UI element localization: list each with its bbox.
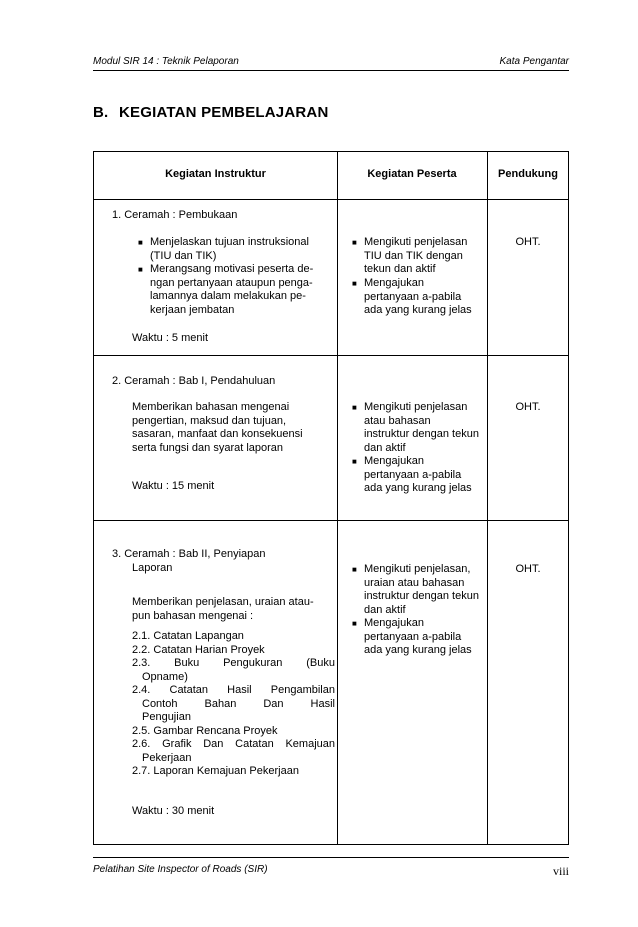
header-section-title: Kata Pengantar bbox=[499, 56, 569, 67]
topic-item: 2.6. Grafik Dan Catatan Kemajuan Pekerjaan bbox=[132, 738, 335, 764]
bullet-square-icon: ■ bbox=[352, 619, 357, 628]
row3-support: OHT. bbox=[515, 563, 541, 575]
section-heading bbox=[93, 104, 328, 121]
header-instructor: Kegiatan Instruktur bbox=[165, 168, 266, 180]
topic-item: 2.1. Catatan Lapangan bbox=[132, 630, 244, 642]
bullet-square-icon: ■ bbox=[138, 265, 143, 274]
row2-participant-1: ■ Mengikuti penjelasan atau bahasan instruktur dengan tekun dan aktif bbox=[352, 401, 479, 454]
row3-participant-2: ■ Mengajukan pertanyaan a-pabila ada yang kurang jelas bbox=[352, 617, 472, 656]
row1-participant-2: ■ Mengajukan pertanyaan a-pabila ada yang kurang jelas bbox=[352, 277, 472, 316]
header-support: Pendukung bbox=[498, 168, 558, 180]
column-divider bbox=[337, 152, 338, 844]
page-header bbox=[93, 54, 569, 71]
row3-participant-1: ■ Mengikuti penjelasan, uraian atau bahasan instruktur dengan tekun dan aktif bbox=[352, 563, 479, 616]
bullet-square-icon: ■ bbox=[352, 238, 357, 247]
row1-duration: Waktu : 5 menit bbox=[132, 332, 209, 344]
row1-bullet-2: ■ Merangsang motivasi peserta de- ngan pertanyaan ataupun penga- lamannya dalam melakukan pe- kerjaan jembatan bbox=[138, 263, 314, 316]
topic-item: 2.5. Gambar Rencana Proyek bbox=[132, 724, 278, 737]
row2-duration: Waktu : 15 menit bbox=[132, 480, 215, 492]
bullet-square-icon: ■ bbox=[352, 457, 357, 466]
bullet-square-icon: ■ bbox=[352, 279, 357, 288]
header-participant: Kegiatan Peserta bbox=[367, 168, 457, 180]
topic-item: 2.2. Catatan Harian Proyek bbox=[132, 643, 265, 656]
section-number: B. bbox=[93, 104, 109, 121]
row1-title: 1. Ceramah : Pembukaan bbox=[112, 209, 238, 221]
page-number: viii bbox=[552, 864, 569, 878]
row1-support: OHT. bbox=[515, 236, 541, 248]
bullet-square-icon: ■ bbox=[352, 403, 357, 412]
bullet-square-icon: ■ bbox=[352, 565, 357, 574]
row3-topic-list bbox=[132, 630, 335, 779]
row2-title: 2. Ceramah : Bab I, Pendahuluan bbox=[112, 375, 276, 387]
row-divider bbox=[94, 199, 568, 200]
topic-item: 2.7. Laporan Kemajuan Pekerjaan bbox=[132, 765, 299, 777]
footer-course-title: Pelatihan Site Inspector of Roads (SIR) bbox=[93, 864, 268, 875]
bullet-square-icon: ■ bbox=[138, 238, 143, 247]
row3-duration: Waktu : 30 menit bbox=[132, 805, 215, 817]
row1-bullet-1: ■ Menjelaskan tujuan instruksional (TIU dan TIK) bbox=[138, 236, 309, 262]
row3-title: 3. Ceramah : Bab II, Penyiapan Laporan bbox=[112, 548, 266, 574]
page-footer bbox=[93, 857, 569, 878]
header-module-title: Modul SIR 14 : Teknik Pelaporan bbox=[93, 56, 239, 67]
row2-description: Memberikan bahasan mengenai pengertian, maksud dan tujuan, sasaran, manfaat dan konsekuensi serta fungsi dan syarat laporan bbox=[132, 401, 303, 454]
row2-support: OHT. bbox=[515, 401, 541, 413]
row3-description: Memberikan penjelasan, uraian atau- pun bahasan mengenai : bbox=[132, 596, 314, 622]
topic-item: 2.4. Catatan Hasil Pengambilan Contoh Bahan Dan Hasil Pengujian bbox=[132, 684, 335, 723]
section-title: KEGIATAN PEMBELAJARAN bbox=[119, 104, 329, 121]
row-divider bbox=[94, 355, 568, 356]
row-divider bbox=[94, 520, 568, 521]
row2-participant-2: ■ Mengajukan pertanyaan a-pabila ada yang kurang jelas bbox=[352, 455, 472, 494]
row1-participant-1: ■ Mengikuti penjelasan TIU dan TIK dengan tekun dan aktif bbox=[352, 236, 468, 275]
column-divider bbox=[487, 152, 488, 844]
topic-item: 2.3. Buku Pengukuran (Buku Opname) bbox=[132, 657, 335, 683]
activity-table bbox=[93, 151, 569, 845]
